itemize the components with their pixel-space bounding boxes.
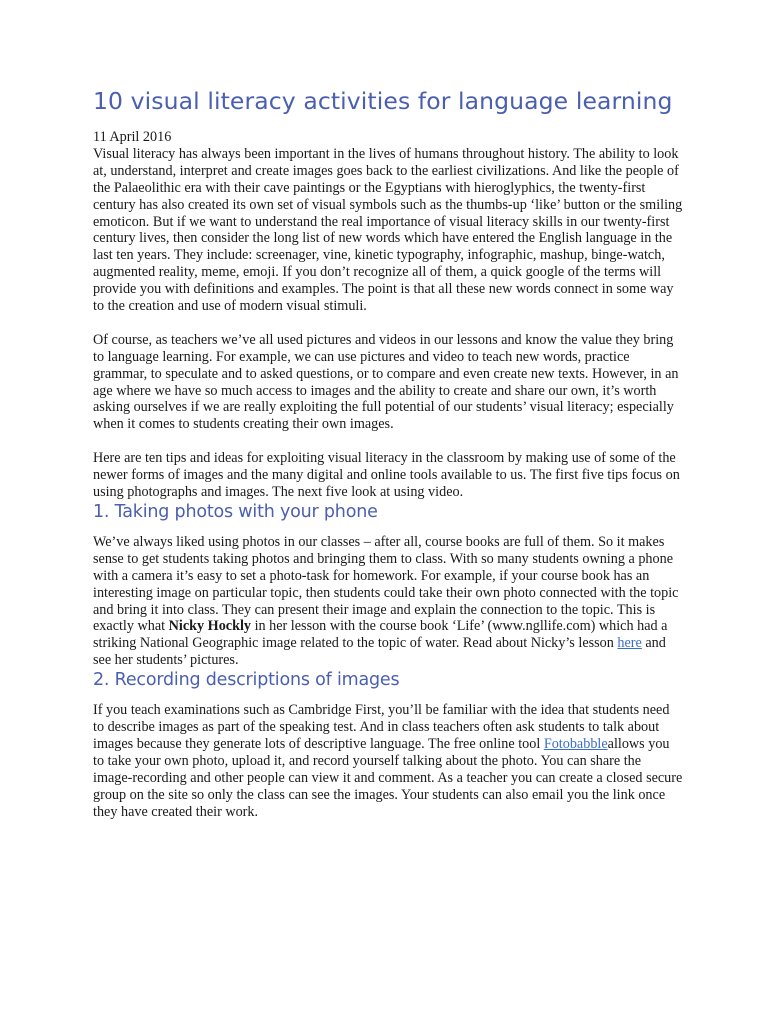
document-title: 10 visual literacy activities for language learning: [93, 87, 673, 115]
publish-date: 11 April 2016: [93, 129, 172, 145]
section-2-heading: 2. Recording descriptions of images: [93, 670, 400, 691]
intro-paragraph-2: Of course, as teachers we’ve all used pictures and videos in our lessons and know the value they bring to language learning. For example, we can use pictures and video to teach new words, practice grammar, to speculate and to asked questions, or to compare and even create new texts. However, in an age where we have so much access to images and the ability to create and share our own, it’s worth asking ourselves if we are really exploiting the full potential of our students’ visual literacy; especially when it comes to students creating their own images.: [93, 331, 679, 433]
section-2-text-b: allows you to take your own photo, upload it, and record yourself talking about the photo. You can share the image-recording and other people can view it and comment. As a teacher you can create a closed secure group on the site so only the class can see the images. Your students can also email you the link once they have created their work.: [93, 735, 683, 820]
intro-paragraph-3: Here are ten tips and ideas for exploiting visual literacy in the classroom by making use of some of the newer forms of images and the many digital and online tools available to us. The first five tips focus on using photographs and images. The next five look at using video.: [93, 450, 680, 500]
section-1-text-a: We’ve always liked using photos in our classes – after all, course books are full of them. So it makes sense to get students taking photos and bringing them to class. With so many students owning a phone with a camera it’s easy to set a photo-task for homework. For example, if your course book has an interesting image on particular topic, then students could take their own photo connected with the topic and bring it into class. They can present their image and explain the connection to the topic. This is exactly what: [93, 533, 679, 635]
intro-paragraph-1: Visual literacy has always been important in the lives of humans throughout history. The ability to look at, understand, interpret and create images goes back to the earliest civilizations. And like the people of the Palaeolithic era with their cave paintings or the Egyptians with hieroglyphics, the twenty-first century has also created its own set of visual symbols such as the thumbs-up ‘like’ button or the smiling emoticon. But if we want to understand the real importance of visual literacy skills in our twenty-first century lives, then consider the long list of new words which have entered the English language in the last ten years. They include: screenager, vine, kinetic typography, infographic, mashup, binge-watch, augmented reality, meme, emoji. If you don’t recognize all of them, a quick google of the terms will provide you with definitions and examples. The point is that all these new words connect in some way to the creation and use of modern visual stimuli.: [93, 145, 683, 315]
section-1-heading: 1. Taking photos with your phone: [93, 501, 378, 522]
author-name: Nicky Hockly: [168, 618, 252, 635]
section-1-paragraph: [93, 534, 683, 669]
section-1-text-b: in her lesson with the course book ‘Life’ (www.ngllife.com) which had a striking National Geographic image related to the topic of water. Read about Nicky’s lesson: [93, 618, 668, 652]
lesson-link[interactable]: here: [617, 635, 642, 652]
section-2-paragraph: [93, 702, 683, 820]
fotobabble-link[interactable]: Fotobabble: [543, 735, 608, 752]
section-2-text-a: If you teach examinations such as Cambridge First, you’ll be familiar with the idea that students need to describe images as part of the speaking test. And in class teachers often ask students to talk about images because they generate lots of descriptive language. The free online tool: [93, 702, 670, 752]
section-1-text-c: and see her students’ pictures.: [93, 635, 666, 669]
document-page: [93, 86, 683, 821]
